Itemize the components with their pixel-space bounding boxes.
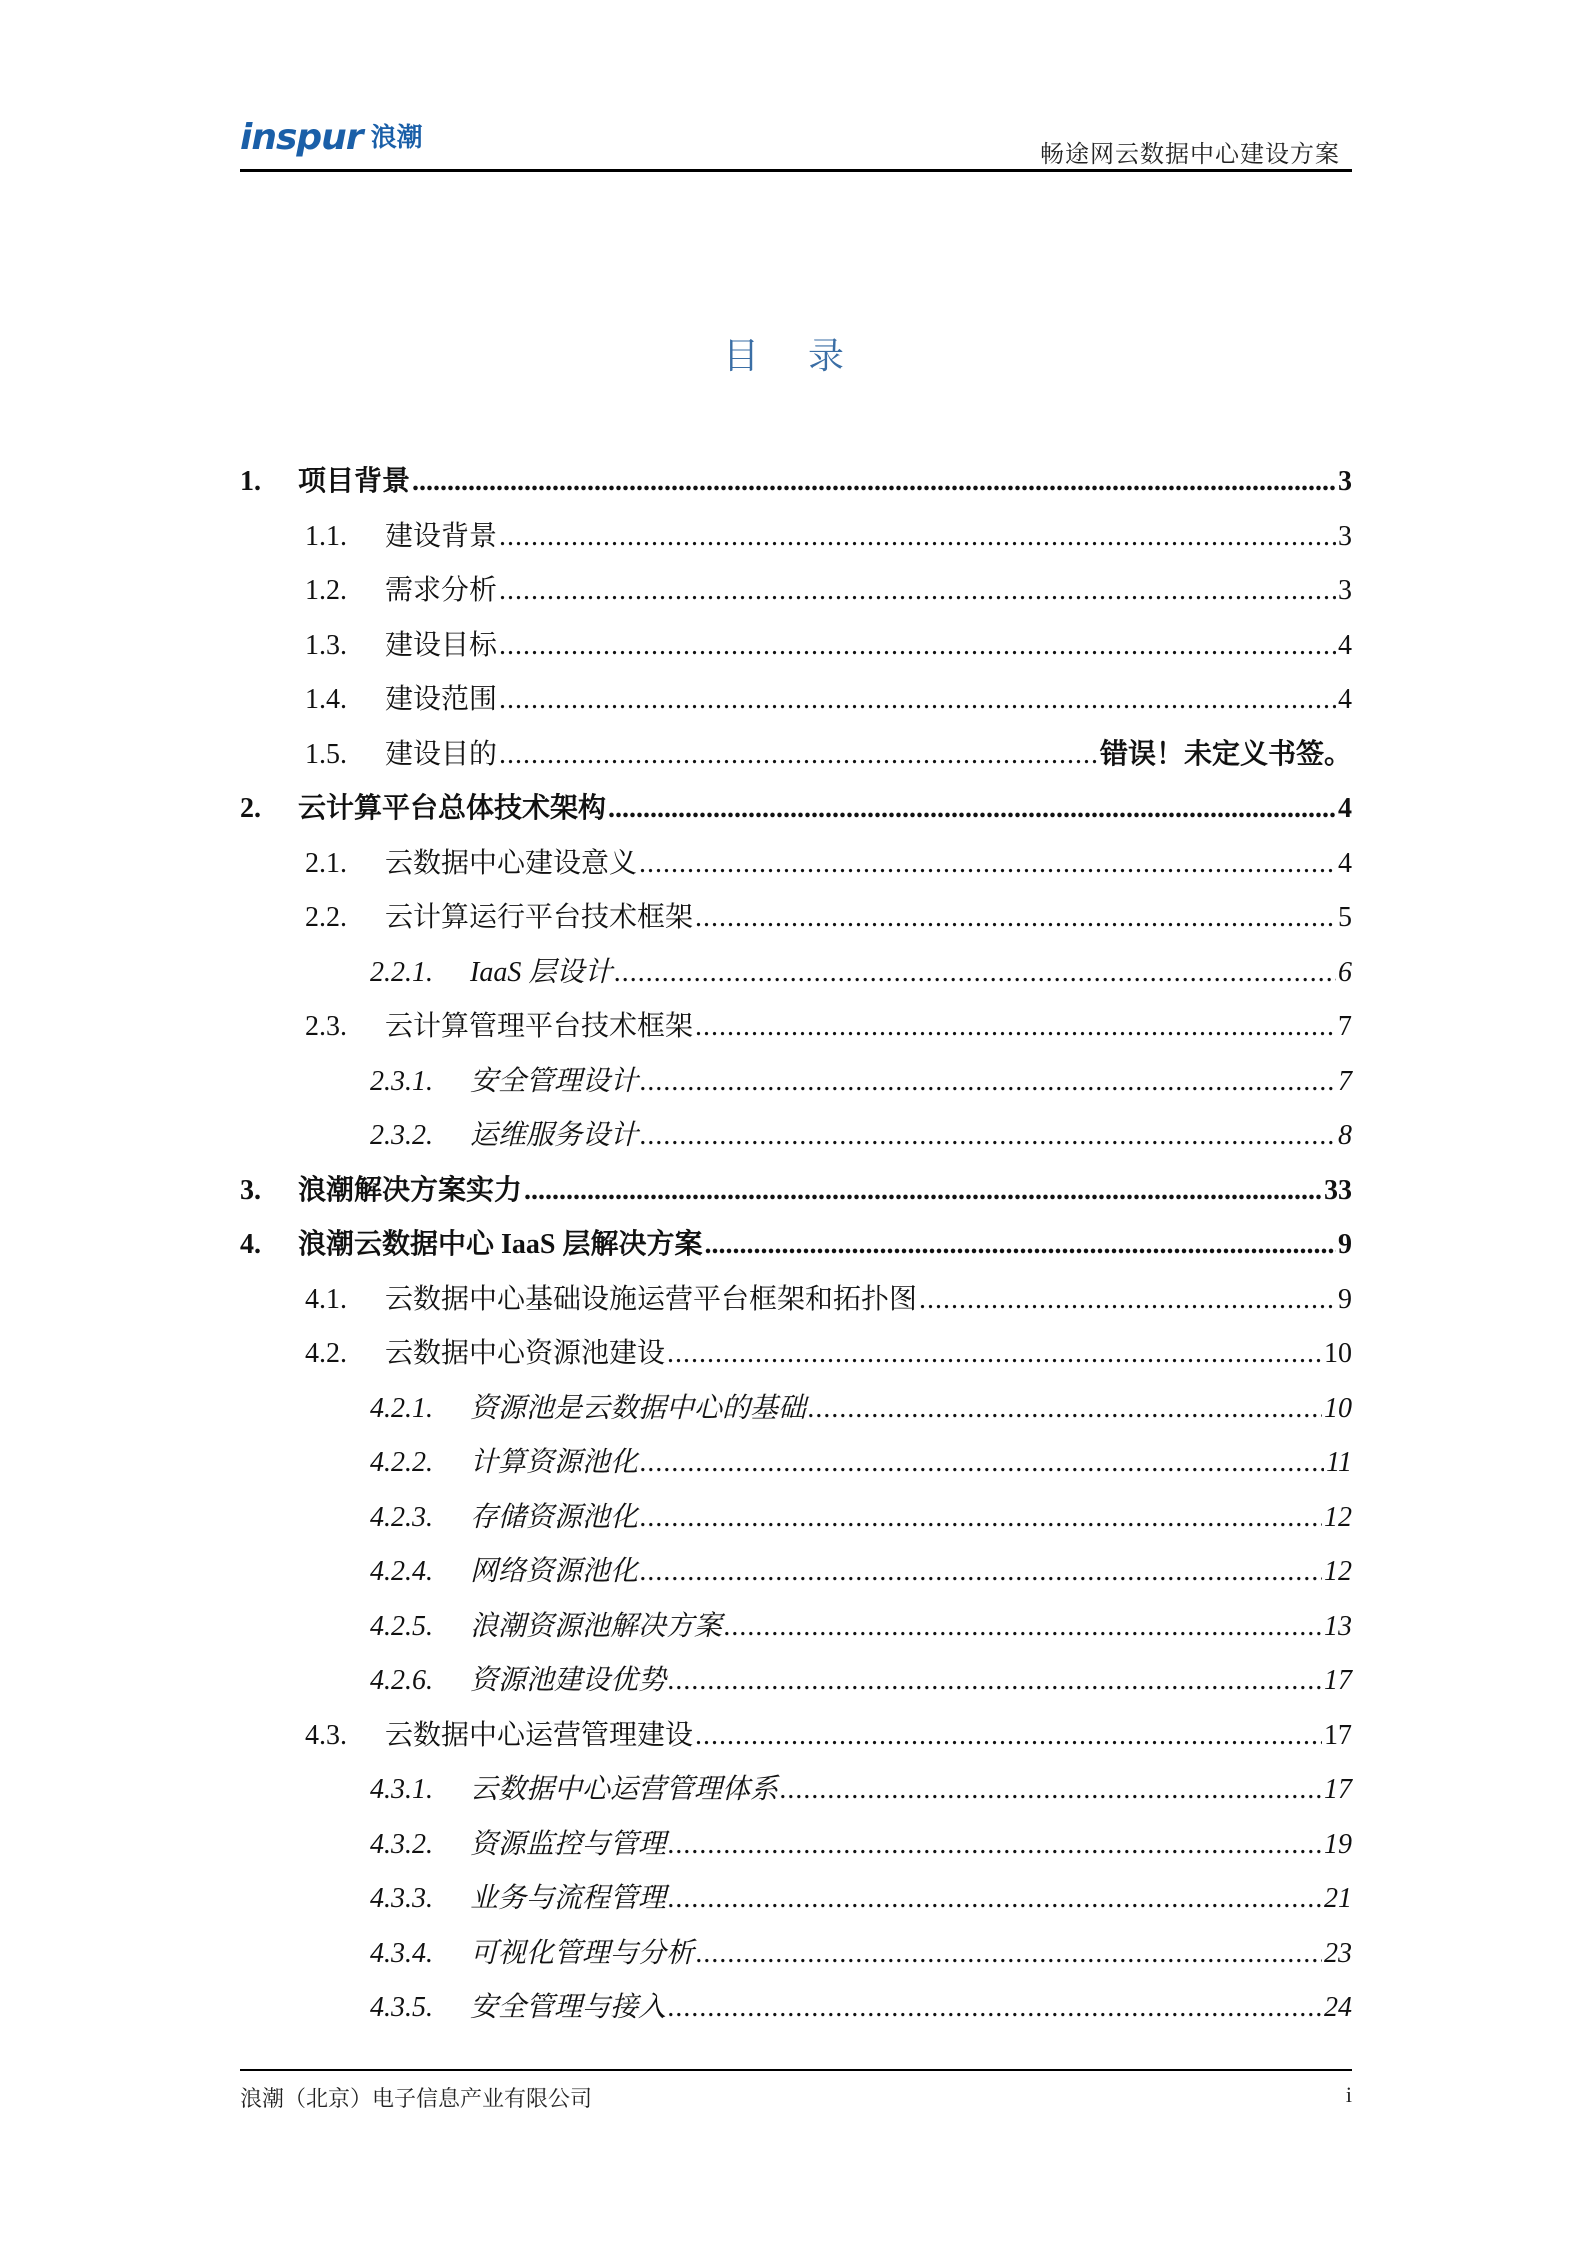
toc-entry-title[interactable]: 浪潮资源池解决方案 bbox=[470, 1610, 723, 1642]
toc-entry-number: 1.4. bbox=[305, 684, 347, 715]
toc-dot-leader bbox=[668, 1657, 1322, 1705]
toc-dot-leader bbox=[724, 1603, 1322, 1651]
toc-entry[interactable] bbox=[240, 840, 1352, 895]
toc-entry[interactable] bbox=[240, 949, 1352, 1004]
toc-entry-number: 1. bbox=[240, 466, 261, 497]
toc-heading: 目 录 bbox=[722, 336, 864, 376]
toc-entry-number: 4.3. bbox=[305, 1719, 347, 1751]
toc-entry-page[interactable]: 24 bbox=[1324, 1992, 1352, 2023]
toc-entry[interactable] bbox=[240, 458, 1352, 513]
toc-entry[interactable] bbox=[240, 1930, 1352, 1985]
toc-entry-title[interactable]: 建设目的 bbox=[385, 738, 498, 770]
inspur-logo bbox=[240, 118, 423, 158]
toc-dot-leader bbox=[640, 1439, 1324, 1487]
toc-entry-title[interactable]: 可视化管理与分析 bbox=[470, 1937, 695, 1969]
toc-entry-page[interactable]: 3 bbox=[1338, 520, 1352, 552]
toc-dot-leader bbox=[668, 1984, 1322, 2032]
toc-dot-leader bbox=[499, 676, 1336, 724]
toc-entry-title[interactable]: 业务与流程管理 bbox=[470, 1883, 667, 1914]
toc-entry-title[interactable]: 资源监控与管理 bbox=[470, 1828, 667, 1860]
toc-entry-page[interactable]: 错误！未定义书签。 bbox=[1099, 738, 1352, 770]
toc-dot-leader bbox=[640, 1494, 1322, 1542]
toc-entry-number: 2.3. bbox=[305, 1011, 347, 1042]
toc-entry[interactable] bbox=[240, 622, 1352, 677]
toc-entry-page[interactable]: 7 bbox=[1338, 1011, 1352, 1042]
toc-entry[interactable] bbox=[240, 1221, 1352, 1276]
toc-entry-number: 4.3.5. bbox=[370, 1992, 433, 2023]
toc-entry-number: 4.3.2. bbox=[370, 1828, 433, 1860]
toc-entry-number: 4.2.4. bbox=[370, 1556, 433, 1587]
toc-entry-number: 2.3.1. bbox=[370, 1065, 433, 1097]
toc-entry-page[interactable]: 33 bbox=[1324, 1174, 1352, 1206]
toc-dot-leader bbox=[608, 785, 1336, 833]
toc-entry-page[interactable]: 4 bbox=[1338, 684, 1352, 715]
table-of-contents bbox=[240, 458, 1352, 2039]
toc-entry-page[interactable]: 4 bbox=[1338, 629, 1352, 661]
toc-entry-page[interactable]: 17 bbox=[1324, 1719, 1352, 1751]
toc-entry[interactable] bbox=[240, 731, 1352, 786]
toc-entry-number: 2.2.1. bbox=[370, 956, 433, 988]
toc-entry[interactable] bbox=[240, 1167, 1352, 1222]
toc-entry[interactable] bbox=[240, 1821, 1352, 1876]
toc-entry[interactable] bbox=[240, 1385, 1352, 1440]
toc-entry-number: 4.2. bbox=[305, 1338, 347, 1369]
toc-entry-number: 2.1. bbox=[305, 847, 347, 879]
toc-entry-page[interactable]: 13 bbox=[1324, 1610, 1352, 1642]
toc-dot-leader bbox=[668, 1875, 1322, 1923]
toc-entry-page[interactable]: 5 bbox=[1338, 902, 1352, 933]
header-divider bbox=[240, 169, 1352, 172]
page-header bbox=[240, 112, 1352, 172]
toc-entry-page[interactable]: 21 bbox=[1324, 1883, 1352, 1914]
toc-dot-leader bbox=[499, 622, 1336, 670]
toc-entry-title[interactable]: 浪潮云数据中心 IaaS 层解决方案 bbox=[298, 1229, 703, 1260]
toc-dot-leader bbox=[412, 458, 1336, 506]
toc-entry-page[interactable]: 3 bbox=[1338, 466, 1352, 497]
toc-dot-leader bbox=[499, 731, 1098, 779]
logo-text-en: inspur bbox=[240, 117, 363, 158]
toc-dot-leader bbox=[499, 567, 1336, 615]
toc-dot-leader bbox=[499, 513, 1336, 561]
logo-text-cn: 浪潮 bbox=[370, 123, 423, 153]
toc-entry-title[interactable]: 安全管理设计 bbox=[470, 1065, 639, 1097]
toc-entry-page[interactable]: 9 bbox=[1338, 1283, 1352, 1315]
toc-entry-title[interactable]: 资源池建设优势 bbox=[470, 1665, 667, 1696]
toc-entry-number: 4.2.5. bbox=[370, 1610, 433, 1642]
toc-dot-leader bbox=[640, 1548, 1322, 1596]
toc-dot-leader bbox=[808, 1385, 1322, 1433]
toc-entry-page[interactable]: 4 bbox=[1338, 793, 1352, 824]
toc-dot-leader bbox=[668, 1821, 1322, 1869]
toc-entry-title[interactable]: 云数据中心建设意义 bbox=[385, 847, 638, 879]
document-title: 畅途网云数据中心建设方案 bbox=[1040, 142, 1340, 168]
toc-entry-number: 1.2. bbox=[305, 575, 347, 606]
toc-dot-leader bbox=[667, 1330, 1322, 1378]
toc-entry-number: 4.1. bbox=[305, 1283, 347, 1315]
toc-entry-title[interactable]: 安全管理与接入 bbox=[470, 1992, 667, 2023]
toc-entry-title[interactable]: 运维服务设计 bbox=[470, 1120, 639, 1151]
toc-entry[interactable] bbox=[240, 513, 1352, 568]
toc-dot-leader bbox=[704, 1221, 1336, 1269]
toc-entry[interactable] bbox=[240, 1984, 1352, 2039]
toc-entry-title[interactable]: 存储资源池化 bbox=[470, 1501, 639, 1533]
toc-entry-title[interactable]: 云数据中心运营管理体系 bbox=[470, 1774, 779, 1805]
toc-entry-number: 4.2.2. bbox=[370, 1447, 433, 1478]
toc-entry-title[interactable]: 云计算平台总体技术架构 bbox=[298, 793, 607, 824]
toc-entry-page[interactable]: 3 bbox=[1338, 575, 1352, 606]
footer-company: 浪潮（北京）电子信息产业有限公司 bbox=[240, 2086, 593, 2111]
toc-entry-page[interactable]: 12 bbox=[1324, 1556, 1352, 1587]
toc-dot-leader bbox=[696, 1930, 1322, 1978]
toc-entry-title[interactable]: 建设目标 bbox=[385, 629, 498, 661]
toc-entry[interactable] bbox=[240, 894, 1352, 949]
toc-entry[interactable] bbox=[240, 1276, 1352, 1331]
toc-entry-number: 4.2.3. bbox=[370, 1501, 433, 1533]
toc-entry-number: 1.3. bbox=[305, 629, 347, 661]
footer-divider bbox=[240, 2069, 1352, 2071]
toc-entry-page[interactable]: 7 bbox=[1338, 1065, 1352, 1097]
toc-entry-page[interactable]: 6 bbox=[1338, 956, 1352, 988]
toc-entry-number: 3. bbox=[240, 1174, 261, 1206]
toc-entry-page[interactable]: 23 bbox=[1324, 1937, 1352, 1969]
toc-entry-title[interactable]: 计算资源池化 bbox=[470, 1447, 639, 1478]
toc-entry-number: 2. bbox=[240, 793, 261, 824]
toc-entry-title[interactable]: 网络资源池化 bbox=[470, 1556, 639, 1587]
toc-entry[interactable] bbox=[240, 1603, 1352, 1658]
toc-entry-title[interactable]: 建设范围 bbox=[385, 684, 498, 715]
toc-dot-leader bbox=[780, 1766, 1322, 1814]
toc-entry-number: 4.3.3. bbox=[370, 1883, 433, 1914]
toc-entry-title[interactable]: 项目背景 bbox=[298, 466, 411, 497]
toc-entry-page[interactable]: 11 bbox=[1326, 1447, 1352, 1478]
toc-dot-leader bbox=[919, 1276, 1336, 1324]
toc-dot-leader bbox=[695, 894, 1336, 942]
toc-entry[interactable] bbox=[240, 567, 1352, 622]
toc-entry[interactable] bbox=[240, 1712, 1352, 1767]
toc-dot-leader bbox=[639, 840, 1336, 888]
toc-entry-page[interactable]: 9 bbox=[1338, 1229, 1352, 1260]
toc-entry-title[interactable]: 需求分析 bbox=[385, 575, 498, 606]
toc-entry-page[interactable]: 17 bbox=[1324, 1774, 1352, 1805]
toc-entry-title[interactable]: 浪潮解决方案实力 bbox=[298, 1174, 523, 1206]
toc-entry[interactable] bbox=[240, 1875, 1352, 1930]
toc-entry[interactable] bbox=[240, 1058, 1352, 1113]
toc-entry-number: 2.2. bbox=[305, 902, 347, 933]
toc-entry-title[interactable]: 云数据中心运营管理建设 bbox=[385, 1719, 694, 1751]
toc-entry-title[interactable]: 云数据中心资源池建设 bbox=[385, 1338, 666, 1369]
toc-entry-title[interactable]: IaaS 层设计 bbox=[470, 956, 613, 988]
toc-entry-number: 4.2.6. bbox=[370, 1665, 433, 1696]
toc-entry[interactable] bbox=[240, 676, 1352, 731]
toc-dot-leader bbox=[614, 949, 1336, 997]
toc-entry[interactable] bbox=[240, 1494, 1352, 1549]
toc-dot-leader bbox=[524, 1167, 1322, 1215]
toc-entry[interactable] bbox=[240, 1112, 1352, 1167]
toc-dot-leader bbox=[695, 1003, 1336, 1051]
toc-dot-leader bbox=[640, 1112, 1336, 1160]
toc-entry[interactable] bbox=[240, 1330, 1352, 1385]
toc-entry[interactable] bbox=[240, 1003, 1352, 1058]
toc-entry-number: 4.3.1. bbox=[370, 1774, 433, 1805]
toc-dot-leader bbox=[695, 1712, 1322, 1760]
toc-entry-page[interactable]: 12 bbox=[1324, 1501, 1352, 1533]
toc-entry-page[interactable]: 17 bbox=[1324, 1665, 1352, 1696]
toc-entry-title[interactable]: 云数据中心基础设施运营平台框架和拓扑图 bbox=[385, 1283, 918, 1315]
toc-entry-page[interactable]: 4 bbox=[1338, 847, 1352, 879]
toc-entry[interactable] bbox=[240, 1439, 1352, 1494]
toc-dot-leader bbox=[640, 1058, 1336, 1106]
toc-entry-number: 1.1. bbox=[305, 520, 347, 552]
toc-entry-title[interactable]: 云计算运行平台技术框架 bbox=[385, 902, 694, 933]
toc-entry[interactable] bbox=[240, 785, 1352, 840]
toc-entry-page[interactable]: 19 bbox=[1324, 1828, 1352, 1860]
toc-entry-number: 1.5. bbox=[305, 738, 347, 770]
footer-page-number: i bbox=[1345, 2082, 1352, 2107]
toc-entry-title[interactable]: 资源池是云数据中心的基础 bbox=[470, 1392, 807, 1424]
toc-entry-page[interactable]: 8 bbox=[1338, 1120, 1352, 1151]
toc-entry-number: 2.3.2. bbox=[370, 1120, 433, 1151]
toc-entry[interactable] bbox=[240, 1548, 1352, 1603]
toc-entry-title[interactable]: 建设背景 bbox=[385, 520, 498, 552]
toc-entry-number: 4.3.4. bbox=[370, 1937, 433, 1969]
toc-entry-page[interactable]: 10 bbox=[1324, 1338, 1352, 1369]
toc-entry[interactable] bbox=[240, 1657, 1352, 1712]
toc-entry[interactable] bbox=[240, 1766, 1352, 1821]
toc-entry-title[interactable]: 云计算管理平台技术框架 bbox=[385, 1011, 694, 1042]
toc-entry-number: 4. bbox=[240, 1229, 261, 1260]
toc-entry-number: 4.2.1. bbox=[370, 1392, 433, 1424]
toc-entry-page[interactable]: 10 bbox=[1324, 1392, 1352, 1424]
